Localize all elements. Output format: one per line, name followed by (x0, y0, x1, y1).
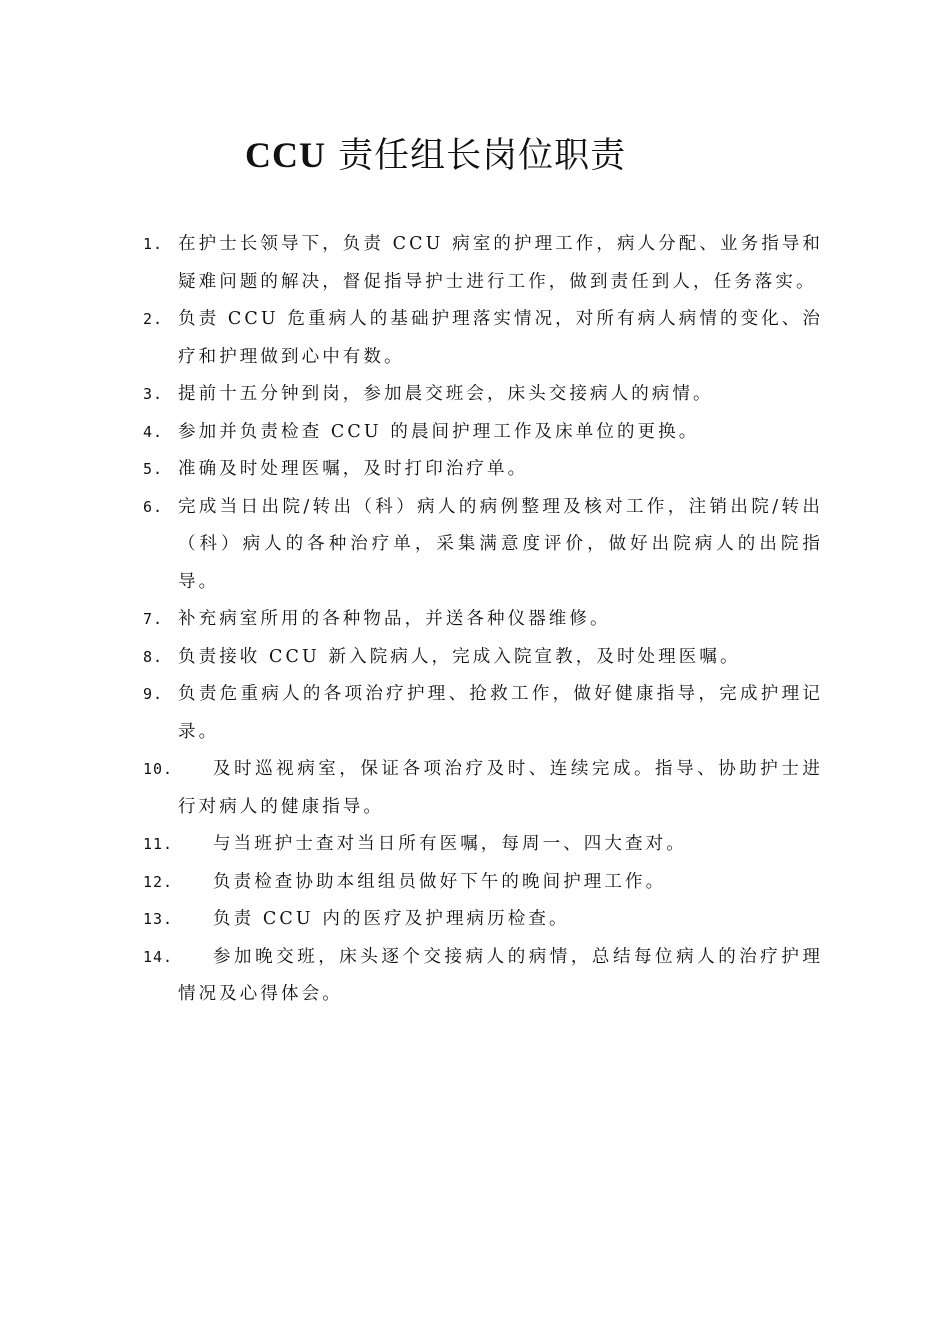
item-number: 12. (143, 872, 174, 891)
list-item (143, 826, 823, 864)
item-text: 参加并负责检查 CCU 的晨间护理工作及床单位的更换。 (178, 421, 700, 442)
item-text: 负责危重病人的各项治疗护理、抢救工作，做好健康指导，完成护理记录。 (178, 684, 823, 742)
title-latin: CCU (245, 135, 326, 175)
item-number: 2. (143, 310, 164, 328)
list-item (143, 376, 823, 414)
item-text: 及时巡视病室，保证各项治疗及时、连续完成。指导、协助护士进行对病人的健康指导。 (178, 759, 823, 817)
item-number: 8. (143, 647, 164, 666)
item-text: 参加晚交班，床头逐个交接病人的病情，总结每位病人的治疗护理情况及心得体会。 (178, 946, 823, 1004)
item-number: 7. (143, 610, 164, 628)
item-text: 负责检查协助本组组员做好下午的晚间护理工作。 (213, 871, 667, 892)
list-item (143, 489, 823, 602)
item-number: 4. (143, 422, 164, 441)
item-number: 9. (143, 685, 164, 703)
item-number: 1. (143, 235, 164, 253)
item-text: 在护士长领导下，负责 CCU 病室的护理工作，病人分配、业务指导和疑难问题的解决，督促指导护士进行工作，做到责任到人，任务落实。 (178, 234, 823, 292)
item-text: 补充病室所用的各种物品，并送各种仪器维修。 (178, 609, 611, 629)
list-item (143, 601, 823, 639)
item-number: 11. (143, 835, 174, 853)
item-number: 14. (143, 947, 174, 966)
item-text: 负责 CCU 危重病人的基础护理落实情况，对所有病人病情的变化、治疗和护理做到心中有数。 (178, 309, 823, 367)
title-chinese: 责任组长岗位职责 (326, 136, 627, 176)
item-number: 13. (143, 910, 174, 928)
item-number: 3. (143, 385, 164, 403)
list-item (143, 639, 823, 677)
item-number: 10. (143, 760, 174, 778)
item-text: 与当班护士查对当日所有医嘱，每周一、四大查对。 (213, 834, 687, 854)
item-text: 负责接收 CCU 新入院病人，完成入院宣教，及时处理医嘱。 (178, 646, 741, 667)
list-item (143, 864, 823, 902)
list-item (143, 451, 823, 489)
item-text: 准确及时处理医嘱，及时打印治疗单。 (178, 459, 529, 479)
list-item (143, 414, 823, 452)
item-text: 完成当日出院/转出（科）病人的病例整理及核对工作，注销出院/转出（科）病人的各种治疗单，采集满意度评价，做好出院病人的出院指导。 (178, 496, 823, 592)
item-number: 6. (143, 497, 164, 516)
duty-list (143, 226, 823, 1014)
list-item (143, 226, 823, 301)
list-item (143, 301, 823, 376)
item-text: 提前十五分钟到岗，参加晨交班会，床头交接病人的病情。 (178, 384, 714, 404)
item-number: 5. (143, 460, 164, 478)
page-title (245, 132, 745, 179)
list-item (143, 676, 823, 751)
item-text: 负责 CCU 内的医疗及护理病历检查。 (213, 909, 570, 929)
list-item (143, 939, 823, 1014)
list-item (143, 751, 823, 826)
list-item (143, 901, 823, 939)
